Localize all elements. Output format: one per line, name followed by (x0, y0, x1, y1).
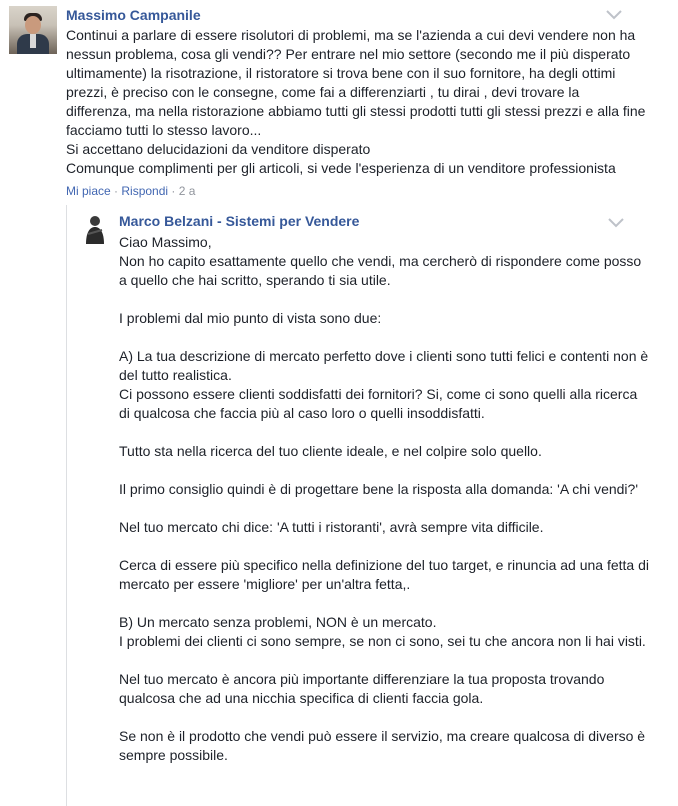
reply-content (119, 212, 649, 765)
chevron-down-icon[interactable] (608, 218, 624, 228)
reply-block (119, 727, 649, 765)
reply-line: Se non è il prodotto che vendi può essere il servizio, ma creare qualcosa di diverso è sempre possibile. (119, 728, 646, 763)
reply-line: Ciao Massimo, (119, 234, 212, 250)
reply-block (119, 613, 649, 651)
comment-paragraph: Si accettano delucidazioni da venditore disperato (66, 141, 371, 157)
separator: · (168, 184, 179, 198)
reply-line: I problemi dal mio punto di vista sono due: (119, 310, 382, 326)
comment-paragraph: Comunque complimenti per gli articoli, si vede l'esperienza di un venditore professionista (66, 160, 616, 176)
timestamp[interactable]: 2 a (178, 184, 196, 198)
reply-line: A) La tua descrizione di mercato perfetto dove i clienti sono tutti felici e contenti non è del tutto realistica. (119, 348, 649, 383)
reply-block (119, 556, 649, 594)
thread-divider (66, 205, 67, 806)
reply-block (119, 347, 649, 423)
reply-author[interactable]: Marco Belzani - Sistemi per Vendere (119, 213, 360, 229)
avatar-shirt (30, 34, 36, 48)
reply-line: Cerca di essere più specifico nella definizione del tuo target, e rinuncia ad una fetta di mercato per essere 'migliore' per un'altra fetta,. (119, 557, 649, 592)
reply-link[interactable]: Rispondi (121, 184, 169, 198)
reply-block (119, 670, 649, 708)
reply-line: Nel tuo mercato è ancora più importante differenziare la tua proposta trovando qualcosa che ad una nicchia specifica di clienti faccia gola. (119, 671, 605, 706)
reply-block (119, 480, 649, 499)
reply-line: Nel tuo mercato chi dice: 'A tutti i ristoranti', avrà sempre vita difficile. (119, 519, 544, 535)
reply-thread (66, 205, 678, 806)
reply-block (119, 518, 649, 537)
reply-body (119, 233, 649, 765)
avatar[interactable] (78, 212, 110, 244)
separator: · (110, 184, 122, 198)
reply-line: Ci possono essere clienti soddisfatti dei fornitori? Si, come ci sono quelli alla ricerca di qualcosa che faccia più al caso loro o quelli insoddisfatti. (119, 386, 638, 421)
reply-line: Il primo consiglio quindi è di progettare bene la risposta alla domanda: 'A chi vendi?' (119, 481, 638, 497)
reply-line: I problemi dei clienti ci sono sempre, se non ci sono, sei tu che ancora non li hai visti. (119, 633, 646, 649)
comment-content (66, 6, 646, 199)
comment-author[interactable]: Massimo Campanile (66, 7, 201, 23)
reply-line: Non ho capito esattamente quello che vendi, ma cercherò di rispondere come posso a quello che hai scritto, sperando ti sia utile. (119, 253, 642, 288)
reply-block (119, 442, 649, 461)
like-link[interactable]: Mi piace (66, 184, 111, 198)
reply-line: Tutto sta nella ricerca del tuo cliente ideale, e nel colpire solo quello. (119, 443, 542, 459)
comment-actions (66, 183, 646, 199)
chevron-down-icon[interactable] (606, 10, 622, 20)
comment-body (66, 26, 646, 178)
comment-paragraph: Continui a parlare di essere risolutori di problemi, ma se l'azienda a cui devi vendere non ha nessun problema, cosa gli vendi?? Per entrare nel mio settore (secondo me il più disperato ultimamente) la risotrazione, il ristoratore si trova bene con il suo fornitore, ha degli ottimi prezzi, è preciso con le consegne, come fai a differenziarti , tu dirai , devi trovare la differenza, ma nella ristorazione abbiamo tutti gli stessi prodotti tutti gli stessi prezzi e alla fine facciamo tutti lo stesso lavoro... (66, 27, 646, 138)
avatar[interactable] (9, 6, 57, 54)
reply-block (119, 309, 649, 328)
avatar-face (25, 16, 41, 34)
reply-block (119, 233, 649, 290)
reply-line: B) Un mercato senza problemi, NON è un mercato. (119, 614, 437, 630)
